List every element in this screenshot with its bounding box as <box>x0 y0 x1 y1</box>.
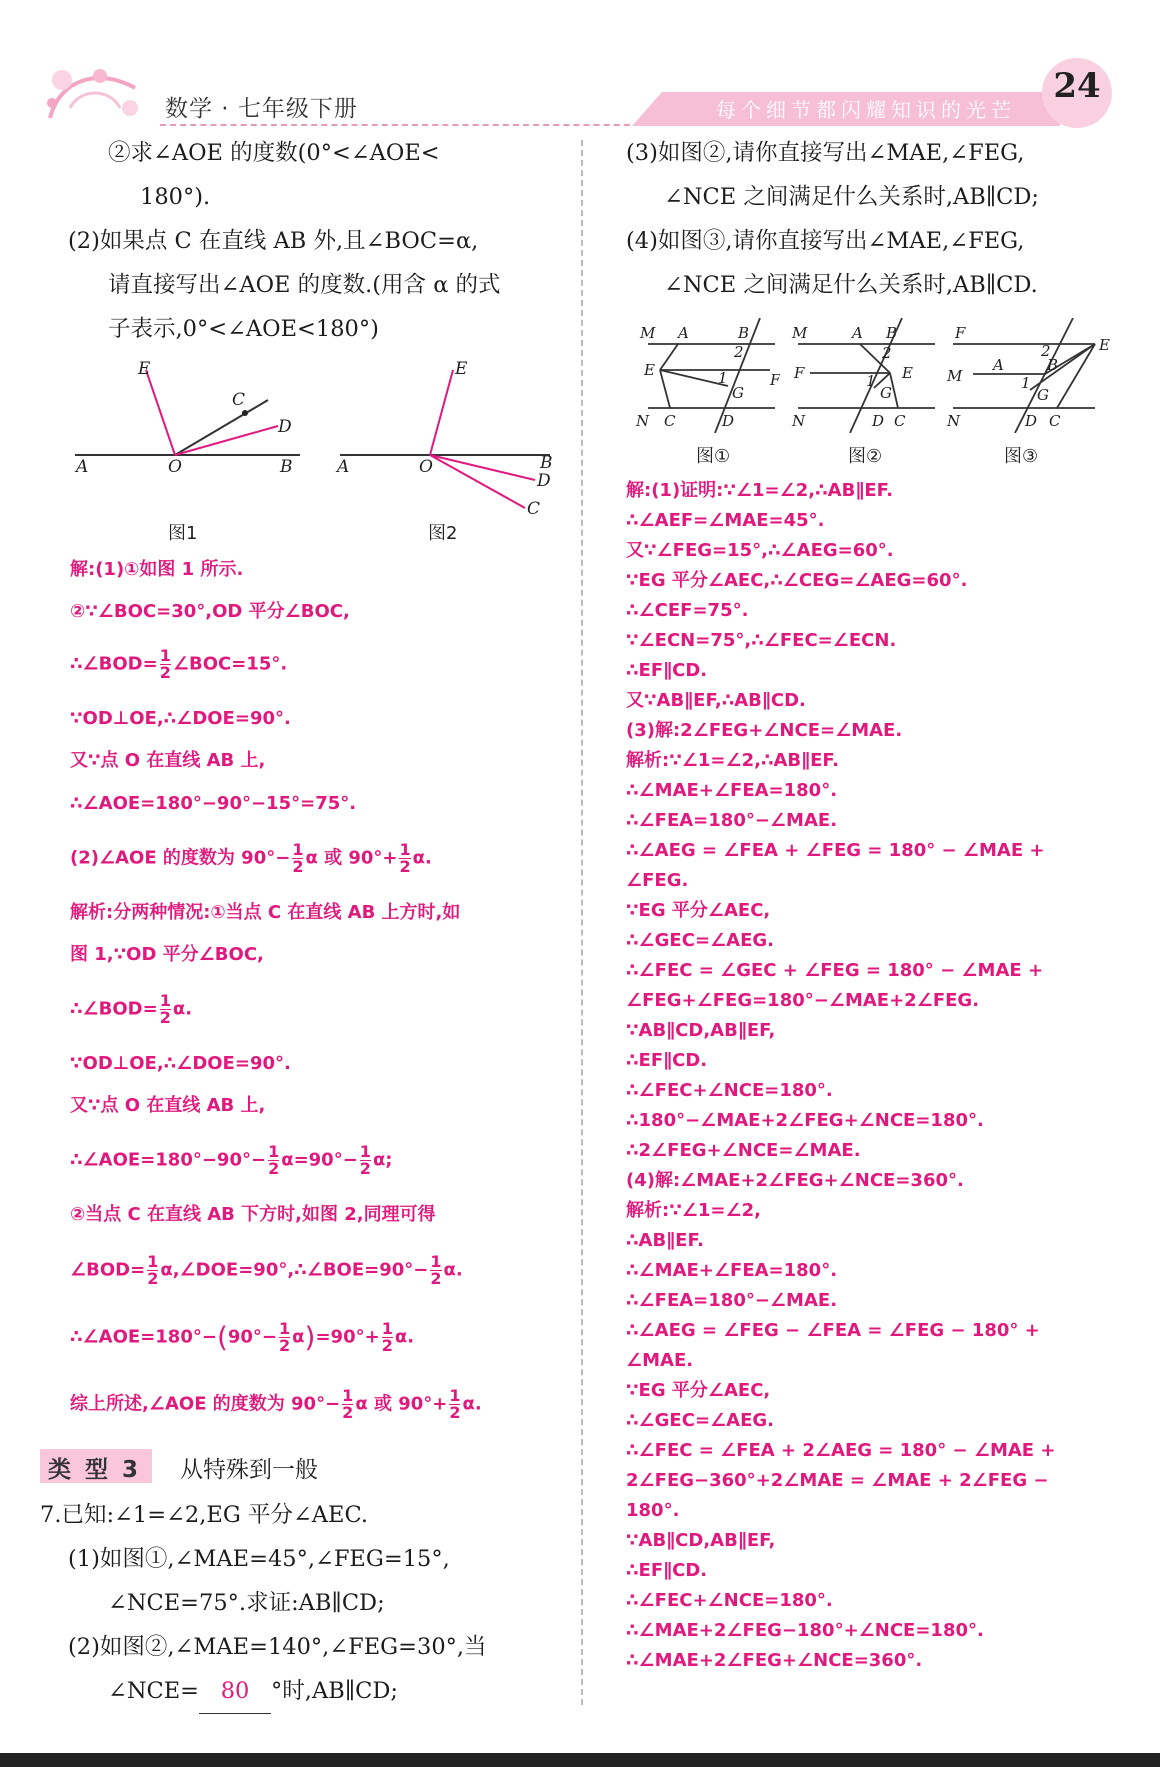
solution-line: ∴∠GEC=∠AEG. <box>626 1410 774 1431</box>
svg-text:G: G <box>1037 386 1049 404</box>
svg-text:F: F <box>794 364 805 382</box>
svg-text:E: E <box>1099 336 1110 354</box>
solution-line: ②∵∠BOC=30°,OD 平分∠BOC, <box>70 601 350 622</box>
svg-text:A: A <box>993 356 1004 374</box>
question-line: ∠NCE 之间满足什么关系时,AB∥CD; <box>664 184 1039 210</box>
slogan: 每个细节都闪耀知识的光芒 <box>716 98 1016 122</box>
label-a: A <box>337 457 350 477</box>
svg-text:2: 2 <box>1041 342 1051 360</box>
bottom-bar <box>0 1753 1160 1767</box>
solution-line: ∴∠MAE+2∠FEG+∠NCE=360°. <box>626 1650 923 1671</box>
solution-line: 解析:分两种情况:①当点 C 在直线 AB 上方时,如 <box>70 902 461 923</box>
solution-line: ∴∠AOE=180°−(90°− $\frac{1}{2}$ α)=90°+ $\frac{1}{2}$ α. <box>70 1319 415 1355</box>
question-line: (4)如图③,请你直接写出∠MAE,∠FEG, <box>626 228 1025 254</box>
solution-line: ∴∠MAE+2∠FEG−180°+∠NCE=180°. <box>626 1620 984 1641</box>
solution-line: ∠MAE. <box>626 1350 694 1371</box>
svg-text:F: F <box>770 371 780 389</box>
figure-circle-1 <box>630 318 780 433</box>
figure-caption: 图① <box>696 446 731 467</box>
svg-text:G: G <box>880 384 892 402</box>
figure-1-caption: 图1 <box>168 523 198 544</box>
svg-text:M: M <box>792 324 808 342</box>
solution-line: ∴∠BOD= $\frac{1}{2}$ α. <box>70 991 193 1027</box>
question-line: (2)如图②,∠MAE=140°,∠FEG=30°,当 <box>68 1634 487 1660</box>
svg-text:M: M <box>947 367 963 385</box>
fraction: $\frac{1}{2}$ <box>159 646 171 682</box>
figure-2 <box>335 360 560 525</box>
solution-line: 综上所述,∠AOE 的度数为 90°− $\frac{1}{2}$ α 或 90°+ $\frac{1}{2}$ α. <box>70 1386 482 1422</box>
svg-text:1: 1 <box>718 369 728 387</box>
label-c: C <box>527 499 541 519</box>
svg-text:1: 1 <box>866 372 876 390</box>
figure-circle-2 <box>790 318 940 433</box>
solution-line: 又∵点 O 在直线 AB 上, <box>70 1095 266 1116</box>
floral-ornament-icon <box>40 58 150 128</box>
figure-2-caption: 图2 <box>428 523 458 544</box>
solution-line: 又∵点 O 在直线 AB 上, <box>70 750 266 771</box>
label-e: E <box>138 360 151 379</box>
solution-line: 解析:∵∠1=∠2, <box>626 1200 761 1221</box>
solution-line: ∵EG 平分∠AEC, <box>626 1380 771 1401</box>
solution-line: ∵OD⊥OE,∴∠DOE=90°. <box>70 708 291 729</box>
figure-caption: 图② <box>848 446 883 467</box>
question-line: ∠NCE=75°.求证:AB∥CD; <box>108 1590 385 1616</box>
solution-line: ∵EG 平分∠AEC,∴∠CEG=∠AEG=60°. <box>626 570 968 591</box>
question-line: ∠NCE 之间满足什么关系时,AB∥CD. <box>664 272 1038 298</box>
solution-line: ∴EF∥CD. <box>626 1560 708 1581</box>
solution-line: (3)解:2∠FEG+∠NCE=∠MAE. <box>626 720 903 741</box>
label-o: O <box>168 457 182 477</box>
solution-line: ∴∠FEA=180°−∠MAE. <box>626 1290 838 1311</box>
svg-text:C: C <box>894 412 906 430</box>
solution-line: ∴∠FEC = ∠FEA + 2∠AEG = 180° − ∠MAE + <box>626 1440 1056 1461</box>
solution-line: 图 1,∵OD 平分∠BOC, <box>70 944 264 965</box>
solution-line: ∵AB∥CD,AB∥EF, <box>626 1020 776 1041</box>
solution-line: ∴∠CEF=75°. <box>626 600 749 621</box>
solution-line: ∵EG 平分∠AEC, <box>626 900 771 921</box>
solution-line: (2)∠AOE 的度数为 90°− $\frac{1}{2}$ α 或 90°+ $\frac{1}{2}$ α. <box>70 840 432 876</box>
label-o: O <box>419 457 433 477</box>
label-b: B <box>540 453 553 473</box>
solution-line: ∴∠BOD= $\frac{1}{2}$ ∠BOC=15°. <box>70 646 288 682</box>
svg-text:E: E <box>902 364 913 382</box>
svg-text:B: B <box>886 324 898 342</box>
solution-line: ∴EF∥CD. <box>626 1050 708 1071</box>
label-e: E <box>455 360 468 379</box>
solution-line: ∵OD⊥OE,∴∠DOE=90°. <box>70 1053 291 1074</box>
svg-text:N: N <box>636 412 650 430</box>
question-line: (3)如图②,请你直接写出∠MAE,∠FEG, <box>626 140 1025 166</box>
label-c: C <box>232 390 246 410</box>
svg-text:1: 1 <box>1021 374 1031 392</box>
svg-text:2: 2 <box>882 344 892 362</box>
svg-text:B: B <box>738 324 750 342</box>
solution-line: ∵∠ECN=75°,∴∠FEC=∠ECN. <box>626 630 897 651</box>
solution-line: ∴∠FEC = ∠GEC + ∠FEG = 180° − ∠MAE + <box>626 960 1044 981</box>
header-divider <box>160 124 650 126</box>
solution-line: ∴∠AOE=180°−90°− $\frac{1}{2}$ α=90°− $\frac{1}{2}$ α; <box>70 1142 393 1178</box>
solution-line: ∴180°−∠MAE+2∠FEG+∠NCE=180°. <box>626 1110 984 1131</box>
label-a: A <box>76 457 89 477</box>
solution-line: ∴∠AEF=∠MAE=45°. <box>626 510 825 531</box>
figure-1 <box>70 360 310 480</box>
svg-text:C: C <box>1049 412 1061 430</box>
solution-line: ∴2∠FEG+∠NCE=∠MAE. <box>626 1140 861 1161</box>
svg-text:C: C <box>664 412 676 430</box>
solution-line: ∵AB∥CD,AB∥EF, <box>626 1530 776 1551</box>
column-divider <box>581 140 583 1705</box>
svg-text:M: M <box>640 324 656 342</box>
label-d: D <box>278 417 292 437</box>
label-d: D <box>537 471 551 491</box>
label-b: B <box>280 457 293 477</box>
solution-line: ②当点 C 在直线 AB 下方时,如图 2,同理可得 <box>70 1204 436 1225</box>
svg-text:G: G <box>732 384 744 402</box>
svg-text:N: N <box>947 412 961 430</box>
figure-caption: 图③ <box>1004 446 1039 467</box>
svg-text:A: A <box>678 324 689 342</box>
type-label: 类 型 3 <box>48 1457 142 1483</box>
svg-text:A: A <box>852 324 863 342</box>
figure-circle-3 <box>945 318 1115 433</box>
solution-line: 解:(1)证明:∵∠1=∠2,∴AB∥EF. <box>626 480 894 501</box>
solution-line: 180°. <box>626 1500 680 1521</box>
question-line: (1)如图①,∠MAE=45°,∠FEG=15°, <box>68 1546 450 1572</box>
svg-text:N: N <box>792 412 806 430</box>
svg-text:D: D <box>1025 412 1038 430</box>
svg-text:B: B <box>1047 356 1059 374</box>
solution-line: ∴∠AEG = ∠FEA + ∠FEG = 180° − ∠MAE + <box>626 840 1045 861</box>
book-title: 数学 · 七年级下册 <box>165 96 358 122</box>
solution-line: 又∵∠FEG=15°,∴∠AEG=60°. <box>626 540 894 561</box>
solution-line: ∴∠AEG = ∠FEG − ∠FEA = ∠FEG − 180° + <box>626 1320 1040 1341</box>
solution-line: ∴EF∥CD. <box>626 660 708 681</box>
solution-line: (4)解:∠MAE+2∠FEG+∠NCE=360°. <box>626 1170 964 1191</box>
solution-line: ∴∠MAE+∠FEA=180°. <box>626 1260 838 1281</box>
question-line: 7.已知:∠1=∠2,EG 平分∠AEC. <box>40 1502 369 1528</box>
solution-line: ∠FEG. <box>626 870 689 891</box>
solution-line: 解析:∵∠1=∠2,∴AB∥EF. <box>626 750 839 771</box>
solution-line: 2∠FEG−360°+2∠MAE = ∠MAE + 2∠FEG − <box>626 1470 1049 1491</box>
type-title: 从特殊到一般 <box>180 1457 318 1483</box>
svg-text:2: 2 <box>734 343 744 361</box>
question-line: 请直接写出∠AOE 的度数.(用含 α 的式 <box>108 272 501 298</box>
solution-line: 又∵AB∥EF,∴AB∥CD. <box>626 690 806 711</box>
solution-line: ∠BOD= $\frac{1}{2}$ α,∠DOE=90°,∴∠BOE=90°− $\frac{1}{2}$ α. <box>70 1252 463 1288</box>
svg-text:D: D <box>722 412 735 430</box>
answer-blank: 80 <box>199 1669 271 1714</box>
solution-line: ∴∠FEA=180°−∠MAE. <box>626 810 838 831</box>
solution-line: ∴∠FEC+∠NCE=180°. <box>626 1080 833 1101</box>
svg-text:E: E <box>644 361 655 379</box>
question-line: ∠NCE= 80 °时,AB∥CD; <box>108 1669 398 1714</box>
solution-line: ∴∠AOE=180°−90°−15°=75°. <box>70 793 357 814</box>
solution-line: ∴∠MAE+∠FEA=180°. <box>626 780 838 801</box>
question-line: (2)如果点 C 在直线 AB 外,且∠BOC=α, <box>68 228 479 254</box>
solution-line: ∠FEG+∠FEG=180°−∠MAE+2∠FEG. <box>626 990 980 1011</box>
question-line: 子表示,0°<∠AOE<180°) <box>108 316 379 342</box>
question-line: ②求∠AOE 的度数(0°<∠AOE< <box>108 140 440 166</box>
question-line: 180°). <box>140 184 211 210</box>
solution-line: ∴∠FEC+∠NCE=180°. <box>626 1590 833 1611</box>
svg-text:D: D <box>872 412 885 430</box>
solution-line: ∴AB∥EF. <box>626 1230 704 1251</box>
solution-line: 解:(1)①如图 1 所示. <box>70 559 244 580</box>
svg-text:F: F <box>955 324 966 342</box>
page-number: 24 <box>1053 66 1101 106</box>
solution-line: ∴∠GEC=∠AEG. <box>626 930 774 951</box>
